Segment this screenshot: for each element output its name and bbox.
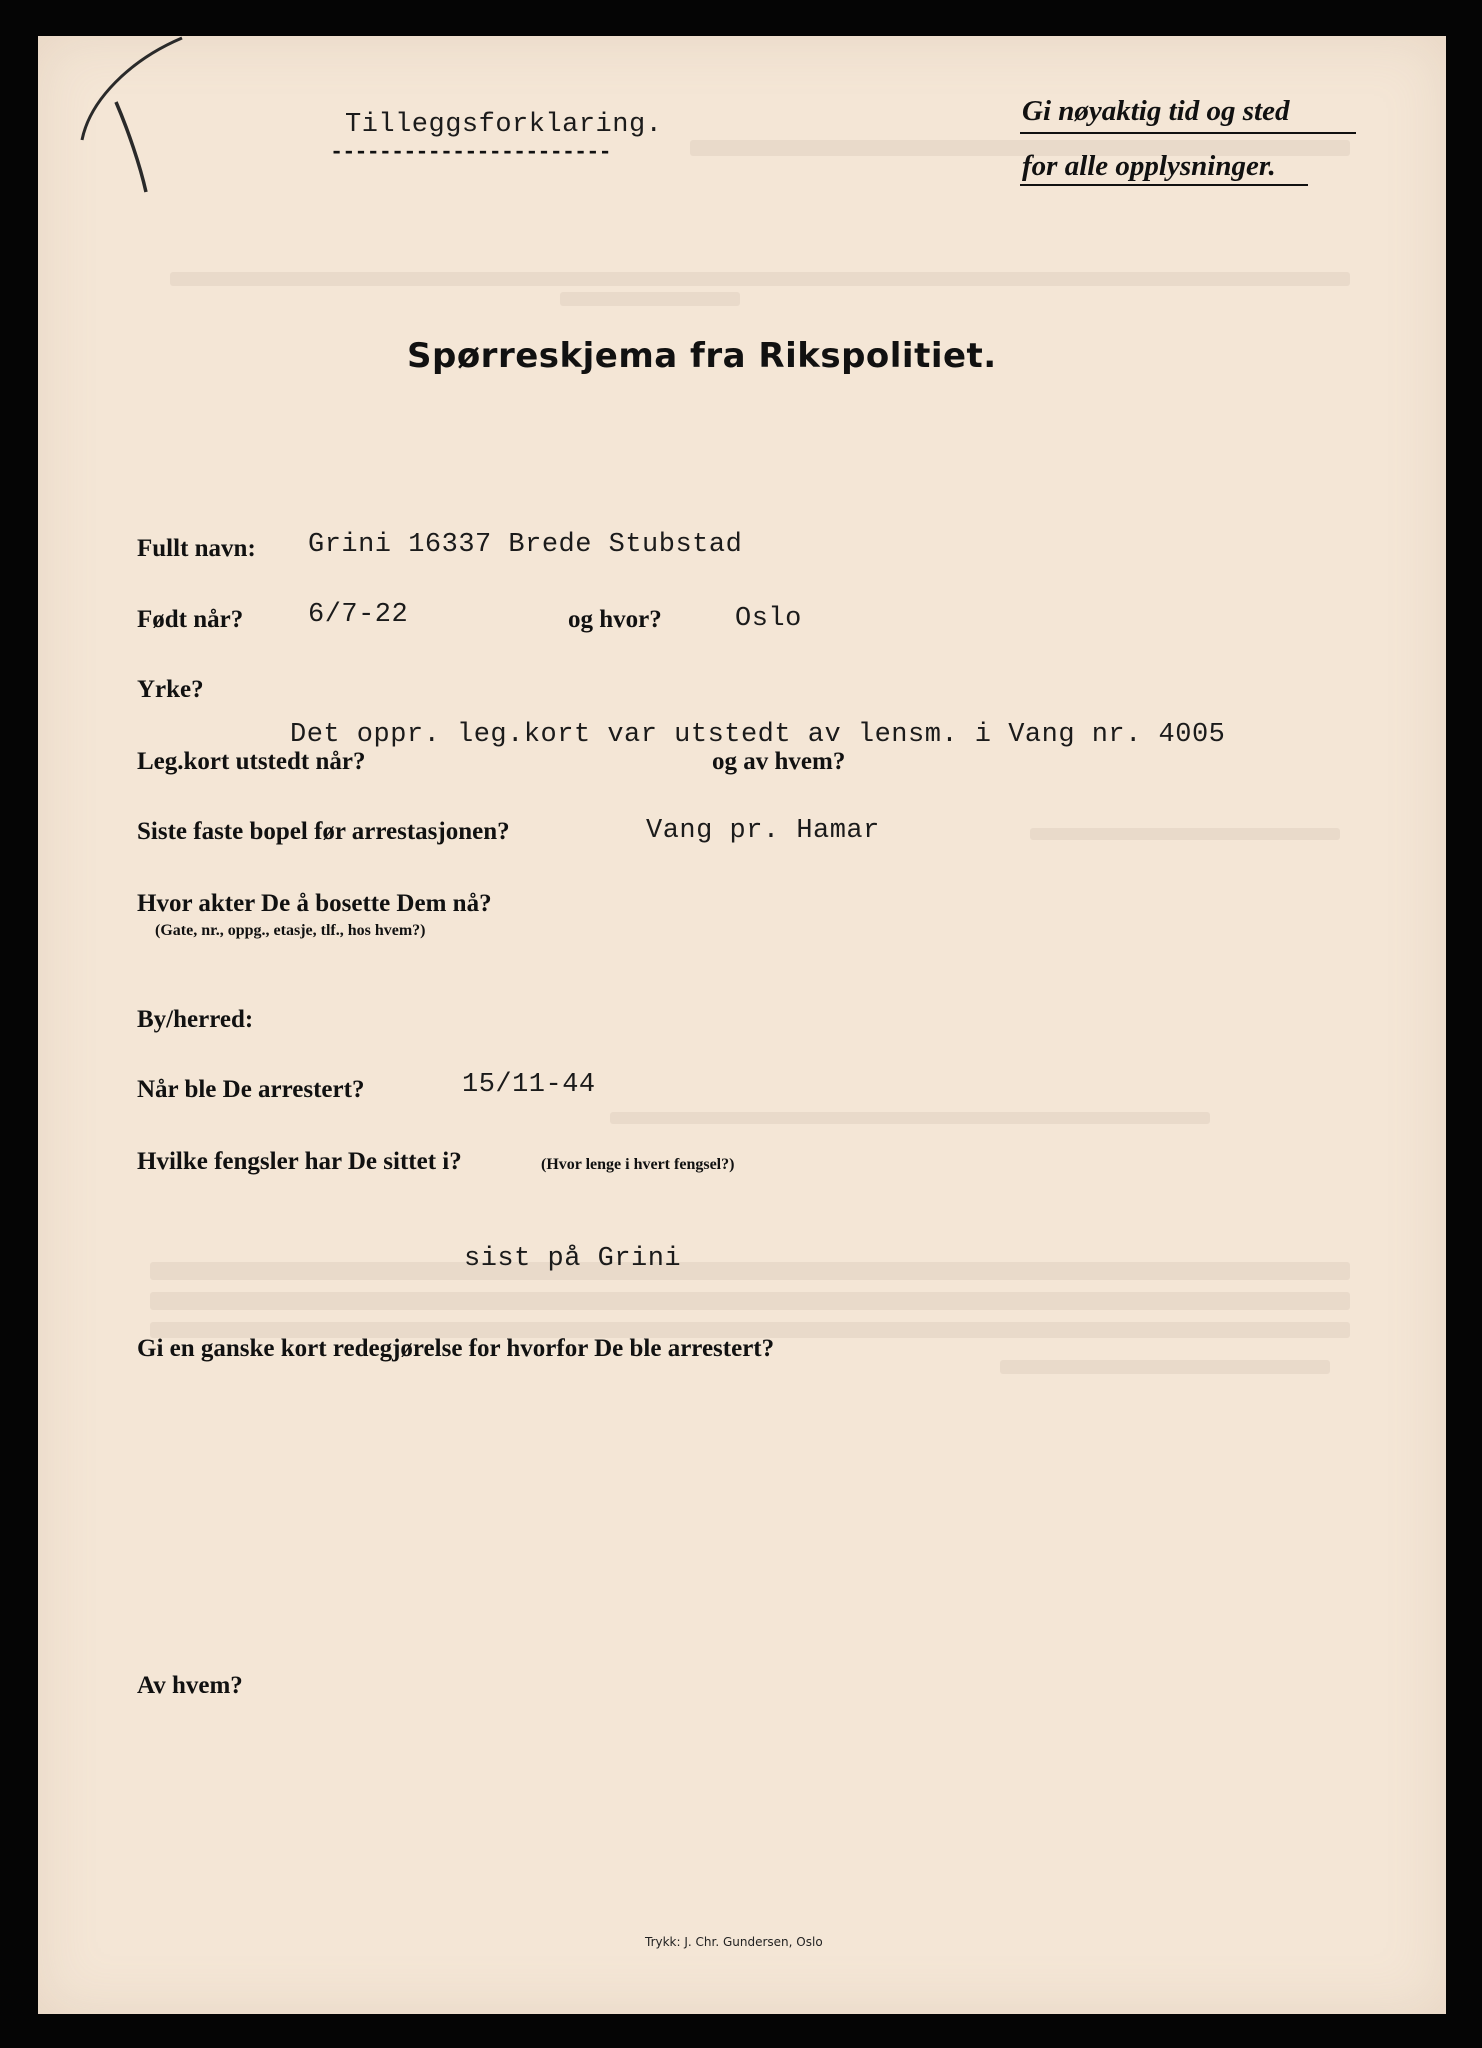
prisons-sublabel: (Hvor lenge i hvert fengsel?): [541, 1156, 735, 1173]
arrested-when-value: 15/11-44: [462, 1070, 596, 1100]
bleed-through: [560, 292, 740, 306]
bleed-through: [150, 1292, 1350, 1310]
id-card-by-label: og av hvem?: [712, 748, 846, 775]
instruction-rule-2: [1020, 184, 1308, 186]
born-when-label: Født når?: [137, 606, 244, 633]
municipality-label: By/herred:: [137, 1006, 254, 1033]
bleed-through: [170, 272, 1350, 286]
page-title: Spørreskjema fra Rikspolitiet.: [407, 336, 997, 376]
bleed-through: [610, 1112, 1210, 1124]
settle-sublabel: (Gate, nr., oppg., etasje, tlf., hos hvem?): [155, 922, 426, 939]
instruction-line-1: Gi nøyaktig tid og sted: [1022, 95, 1290, 127]
last-address-label: Siste faste bopel før arrestasjonen?: [137, 818, 510, 845]
reason-label: Gi en ganske kort redegjørelse for hvorfor De ble arrestert?: [137, 1335, 775, 1362]
instruction-line-2: for alle opplysninger.: [1022, 150, 1276, 182]
typed-underline: -----------------------: [330, 140, 611, 165]
by-whom-label: Av hvem?: [137, 1672, 243, 1699]
form-type-typed: Tilleggsforklaring.: [345, 110, 663, 140]
born-where-value: Oslo: [735, 604, 802, 634]
id-card-when-label: Leg.kort utstedt når?: [137, 748, 366, 775]
instruction-rule-1: [1020, 132, 1356, 134]
bleed-through: [150, 1262, 1350, 1280]
bleed-through: [1030, 828, 1340, 840]
occupation-label: Yrke?: [137, 676, 204, 703]
arrested-when-label: Når ble De arrestert?: [137, 1076, 365, 1103]
full-name-label: Fullt navn:: [137, 535, 256, 562]
last-address-value: Vang pr. Hamar: [646, 816, 880, 846]
id-card-note: Det oppr. leg.kort var utstedt av lensm. i Vang nr. 4005: [290, 720, 1226, 750]
prisons-label: Hvilke fengsler har De sittet i?: [137, 1148, 462, 1175]
prisons-value: sist på Grini: [464, 1244, 682, 1274]
born-when-value: 6/7-22: [308, 600, 409, 630]
full-name-value: Grini 16337 Brede Stubstad: [308, 530, 743, 560]
settle-label: Hvor akter De å bosette Dem nå?: [137, 890, 492, 917]
printer-imprint: Trykk: J. Chr. Gundersen, Oslo: [645, 1935, 823, 1949]
born-where-label: og hvor?: [568, 606, 662, 633]
bleed-through: [1000, 1360, 1330, 1374]
